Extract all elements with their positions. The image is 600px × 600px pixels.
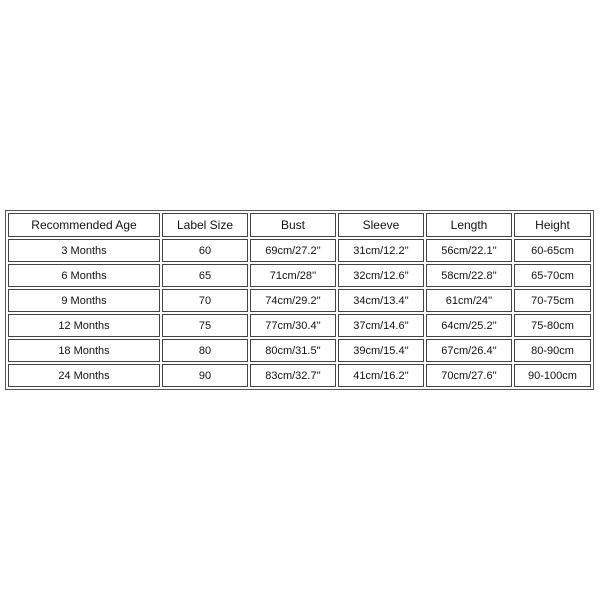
header-recommended-age: Recommended Age [8,213,160,237]
table-row [8,314,591,337]
cell-bust: 69cm/27.2'' [250,239,336,262]
cell-height: 70-75cm [514,289,591,312]
cell-label-size: 90 [162,364,248,387]
size-chart-table [5,210,594,390]
cell-height: 90-100cm [514,364,591,387]
cell-bust: 77cm/30.4'' [250,314,336,337]
cell-length: 56cm/22.1'' [426,239,512,262]
cell-label-size: 80 [162,339,248,362]
table-row [8,264,591,287]
cell-sleeve: 34cm/13.4'' [338,289,424,312]
table-row [8,239,591,262]
table-row [8,289,591,312]
cell-height: 60-65cm [514,239,591,262]
cell-label-size: 75 [162,314,248,337]
header-bust: Bust [250,213,336,237]
header-length: Length [426,213,512,237]
cell-sleeve: 37cm/14.6'' [338,314,424,337]
cell-label-size: 65 [162,264,248,287]
cell-bust: 83cm/32.7'' [250,364,336,387]
table-header-row [8,213,591,237]
header-height: Height [514,213,591,237]
header-label-size: Label Size [162,213,248,237]
cell-recommended-age: 3 Months [8,239,160,262]
cell-bust: 71cm/28'' [250,264,336,287]
cell-height: 75-80cm [514,314,591,337]
cell-recommended-age: 18 Months [8,339,160,362]
cell-recommended-age: 24 Months [8,364,160,387]
cell-height: 65-70cm [514,264,591,287]
table-row [8,339,591,362]
cell-sleeve: 31cm/12.2'' [338,239,424,262]
cell-sleeve: 39cm/15.4'' [338,339,424,362]
cell-length: 64cm/25.2'' [426,314,512,337]
cell-bust: 80cm/31.5'' [250,339,336,362]
table-row [8,364,591,387]
cell-label-size: 60 [162,239,248,262]
cell-recommended-age: 12 Months [8,314,160,337]
cell-length: 67cm/26.4'' [426,339,512,362]
cell-height: 80-90cm [514,339,591,362]
cell-label-size: 70 [162,289,248,312]
cell-length: 58cm/22.8'' [426,264,512,287]
cell-length: 70cm/27.6'' [426,364,512,387]
cell-length: 61cm/24'' [426,289,512,312]
cell-sleeve: 32cm/12.6'' [338,264,424,287]
cell-bust: 74cm/29.2'' [250,289,336,312]
cell-recommended-age: 6 Months [8,264,160,287]
cell-recommended-age: 9 Months [8,289,160,312]
header-sleeve: Sleeve [338,213,424,237]
cell-sleeve: 41cm/16.2'' [338,364,424,387]
